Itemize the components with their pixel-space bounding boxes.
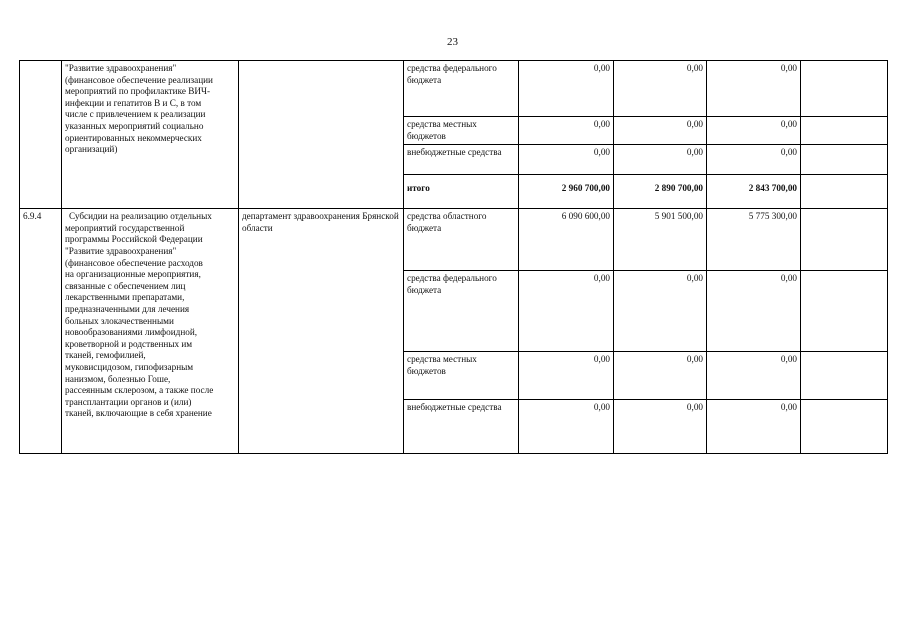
description-line: тканей, гемофилией, [65,350,146,361]
funding-source: средства областного бюджета [404,209,519,271]
description-line: трансплантации органов и (или) [65,396,192,407]
amount-cell: 0,00 [707,61,801,117]
amount-cell: 0,00 [519,61,614,117]
description-line: мероприятий по профилактике ВИЧ- [65,86,210,97]
amount-cell: 0,00 [707,352,801,400]
description-line: рассеянным склерозом, а также после [65,385,214,396]
table-row [20,209,888,271]
amount-cell: 6 090 600,00 [519,209,614,271]
number-cell [20,61,62,209]
amount-cell: 0,00 [614,117,707,145]
empty-cell [801,271,888,352]
empty-cell [801,352,888,400]
empty-cell [801,61,888,117]
amount-cell: 0,00 [707,117,801,145]
amount-cell: 0,00 [707,400,801,454]
description-line: тканей, включающие в себя хранение [65,408,212,419]
description-line: указанных мероприятий социально [65,120,204,131]
description-line: "Развитие здравоохранения" [65,63,177,73]
executor-cell [239,61,404,209]
description-line: ориентированных некоммерческих [65,132,202,143]
funding-source: внебюджетные средства [404,400,519,454]
empty-cell [801,175,888,209]
description-line: предназначенными для лечения [65,303,190,314]
empty-cell [801,145,888,175]
amount-cell: 0,00 [614,145,707,175]
description-cell [62,209,239,454]
funding-source-total: итого [404,175,519,209]
amount-cell: 0,00 [519,352,614,400]
description-line: инфекции и гепатитов В и С, в том [65,97,202,108]
description-line: Субсидии на реализацию отдельных [69,211,212,222]
description-line: "Развитие здравоохранения" [65,245,177,256]
total-amount: 2 960 700,00 [519,175,614,209]
funding-source: средства местных бюджетов [404,117,519,145]
amount-cell: 0,00 [614,271,707,352]
empty-cell [801,209,888,271]
item-number: 6.9.4 [20,209,62,454]
description-line: связанные с обеспечением лиц [65,280,186,291]
total-amount: 2 890 700,00 [614,175,707,209]
funding-source: средства федерального бюджета [404,271,519,352]
amount-cell: 0,00 [519,400,614,454]
amount-cell: 0,00 [614,352,707,400]
amount-cell: 0,00 [614,400,707,454]
funding-source: внебюджетные средства [404,145,519,175]
table-row [20,61,888,117]
description-line: числе с привлечением к реализации [65,109,206,120]
description-line: муковисцидозом, гипофизарным [65,361,194,372]
amount-cell: 0,00 [519,271,614,352]
description-line: (финансовое обеспечение расходов [65,257,203,268]
description-line: лекарственными препаратами, [65,292,185,303]
description-line: новообразованиями лимфоидной, [65,327,198,338]
description-line: на организационные мероприятия, [65,269,201,280]
amount-cell: 0,00 [707,271,801,352]
amount-cell: 5 901 500,00 [614,209,707,271]
description-line: мероприятий государственной [65,222,185,233]
description-line: программы Российской Федерации [65,234,203,245]
empty-cell [801,400,888,454]
description-line: организаций) [65,144,118,155]
description-cell [62,61,239,209]
page-number: 23 [447,36,458,48]
amount-cell: 0,00 [519,117,614,145]
description-line: кроветворной и родственных им [65,338,193,349]
amount-cell: 5 775 300,00 [707,209,801,271]
funding-source: средства федерального бюджета [404,61,519,117]
description-line: больных злокачественными [65,315,174,326]
amount-cell: 0,00 [707,145,801,175]
amount-cell: 0,00 [614,61,707,117]
executor-cell: департамент здравоохранения Брянской области [239,209,404,454]
funding-source: средства местных бюджетов [404,352,519,400]
total-amount: 2 843 700,00 [707,175,801,209]
description-line: (финансовое обеспечение реализации [65,74,213,85]
empty-cell [801,117,888,145]
amount-cell: 0,00 [519,145,614,175]
budget-table [19,60,888,454]
description-line: нанизмом, болезнью Гоше, [65,373,171,384]
